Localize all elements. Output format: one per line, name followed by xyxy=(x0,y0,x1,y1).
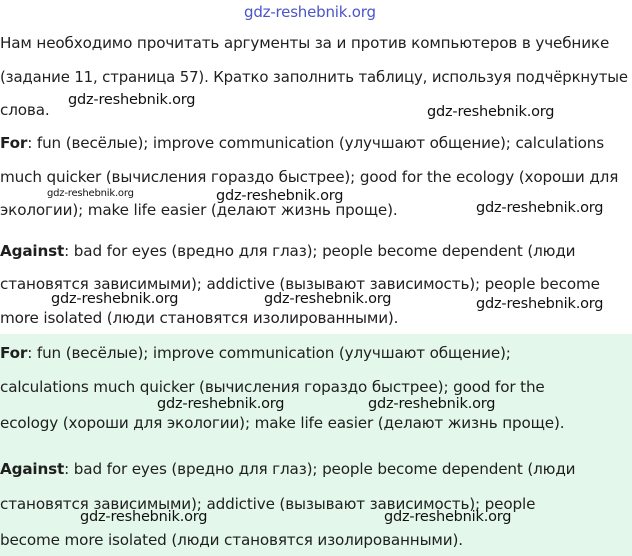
s1-against-line-3: more isolated (люди становятся изолированными). xyxy=(0,309,399,327)
intro-line-1: Нам необходимо прочитать аргументы за и против компьютеров в учебнике xyxy=(0,34,610,52)
watermark-small: gdz-reshebnik.org xyxy=(47,188,134,199)
watermark: gdz-reshebnik.org xyxy=(476,200,604,216)
s1-for-line-3: экологии); make life easier (делают жизнь проще). xyxy=(0,201,398,219)
s2-against-line-2: становятся зависимыми); addictive (вызывают зависимость); people xyxy=(0,495,536,513)
watermark: gdz-reshebnik.org xyxy=(368,396,496,412)
s1-for-line-2: much quicker (вычисления гораздо быстрее); good for the ecology (хороши для xyxy=(0,168,619,186)
s1-against-label: Against xyxy=(0,242,65,260)
s1-against-line-2: становятся зависимыми); addictive (вызывают зависимость); people become xyxy=(0,275,600,293)
s1-against-line-1 xyxy=(0,242,575,260)
watermark: gdz-reshebnik.org xyxy=(476,296,604,312)
s2-for-line-2: calculations much quicker (вычисления гораздо быстрее); good for the xyxy=(0,378,545,396)
watermark: gdz-reshebnik.org xyxy=(216,188,344,204)
intro-line-2: (задание 11, страница 57). Кратко заполнить таблицу, используя подчёркнутые xyxy=(0,68,628,86)
s2-against-line-1 xyxy=(0,460,575,478)
s2-for-text-1: : fun (весёлые); improve communication (улучшают общение); xyxy=(27,344,511,362)
watermark: gdz-reshebnik.org xyxy=(427,104,555,120)
s2-against-label: Against xyxy=(0,460,65,478)
s2-against-line-3: become more isolated (люди становятся изолированными). xyxy=(0,531,463,549)
s1-for-label: For xyxy=(0,134,28,152)
s2-for-label: For xyxy=(0,344,28,362)
watermark: gdz-reshebnik.org xyxy=(68,92,196,108)
intro-line-3: слова. xyxy=(0,101,50,119)
watermark: gdz-reshebnik.org xyxy=(384,509,512,525)
s2-for-line-3: ecology (хороши для экологии); make life easier (делают жизнь проще). xyxy=(0,414,565,432)
watermark: gdz-reshebnik.org xyxy=(157,396,285,412)
site-watermark-header[interactable]: gdz-reshebnik.org xyxy=(244,3,376,21)
s1-for-line-1 xyxy=(0,134,604,152)
s2-against-text-1: : bad for eyes (вредно для глаз); people become dependent (люди xyxy=(64,460,576,478)
s1-against-text-1: : bad for eyes (вредно для глаз); people become dependent (люди xyxy=(64,242,576,260)
watermark: gdz-reshebnik.org xyxy=(264,291,392,307)
watermark: gdz-reshebnik.org xyxy=(80,509,208,525)
s1-for-text-1: : fun (весёлые); improve communication (улучшают общение); calculations xyxy=(27,134,605,152)
s2-for-line-1 xyxy=(0,344,511,362)
watermark: gdz-reshebnik.org xyxy=(51,291,179,307)
